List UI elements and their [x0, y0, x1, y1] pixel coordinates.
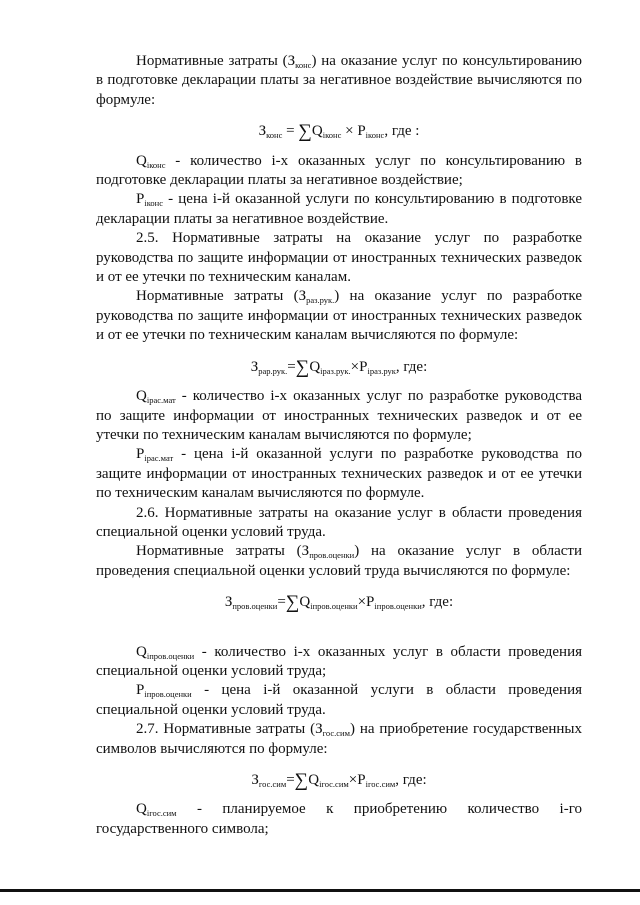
page-bottom-rule [0, 889, 640, 892]
definition-q-prov-ocenki: $Q_{iпров.оценки}$ - количество i-х оказанных услуг в области проведения специальной оценки условий труда; [96, 643, 582, 679]
definition-p-konsult: $P_{iконс}$ - цена i-й оказанной услуги по консультированию в подготовке декларации платы за негативное воздействие. [96, 191, 582, 227]
definition-p-ras-mat: $P_{iрас.мат}$ - цена i-й оказанной услуги по разработке руководства по защите информации от иностранных технических разведок и от ее утечки по техническим каналам вычисляются по формуле. [96, 446, 582, 502]
paragraph-raz-ruk-intro: Нормативные затраты $(З_{раз.рук.})$ на оказание услуг по разработке руководства по защите информации от иностранных технических разведок и от ее утечки по техническим каналам вычисляются по формуле: [96, 288, 582, 344]
document-page [96, 52, 582, 839]
section-2-5-heading: 2.5. Нормативные затраты на оказание услуг по разработке руководства по защите информации от иностранных технических разведок и от ее утечки по техническим каналам. [96, 230, 582, 286]
definition-q-konsult: $Q_{iконс}$ - количество i-х оказанных услуг по консультированию в подготовке декларации платы за негативное воздействие; [96, 152, 582, 189]
paragraph-prov-ocenki-intro: Нормативные затраты $(З_{пров.оценки})$ на оказание услуг в области проведения специальной оценки условий труда вычисляются по формуле: [96, 543, 582, 579]
formula-gos-sim: $З_{гос.сим}=\sum Q_{iгос.сим}\times P_{iгос.сим}$, где: [251, 770, 427, 791]
definition-q-gos-sim: $Q_{iгос.сим}$ - планируемое к приобретению количество i-го государственного символа; [96, 801, 582, 837]
definition-p-prov-ocenki: $P_{iпров.оценки}$ - цена i-й оказанной услуги в области проведения специальной оценки условий труда. [96, 682, 582, 718]
sum-symbol: ∑ [295, 356, 310, 378]
sum-symbol: ∑ [285, 592, 300, 614]
section-2-7-heading: 2.7. Нормативные затраты $(З_{гос.сим})$ на приобретение государственных символов вычисляются по формуле: [96, 721, 582, 757]
sum-symbol: ∑ [298, 121, 312, 143]
section-2-6-heading: 2.6. Нормативные затраты на оказание услуг в области проведения специальной оценки условий труда. [96, 504, 582, 540]
vertical-spacer [96, 623, 582, 643]
formula-prov-ocenki: $З_{пров.оценки}=\sum Q_{iпров.оценки}\times P_{iпров.оценки}$, где: [224, 592, 454, 614]
formula-raz-ruk: $З_{рар.рук.}=\sum Q_{iраз.рук.}\times P_{iраз.рук}$, где: [250, 356, 428, 378]
definition-q-ras-mat: $Q_{iрас.мат}$ - количество i-х оказанных услуг по разработке руководства по защите информации от иностранных технических разведок и от ее утечки по техническим каналам вычисляются по формуле; [96, 388, 582, 443]
sum-symbol: ∑ [294, 770, 309, 791]
formula-konsult: $З_{конс} = \sum Q_{iконс} \times P_{iконс}$, где : [258, 121, 420, 143]
paragraph-konsult-intro: Нормативные затраты $(З_{конс})$ на оказание услуг по консультированию в подготовке декларации платы за негативное воздействие вычисляются по формуле: [96, 53, 582, 108]
